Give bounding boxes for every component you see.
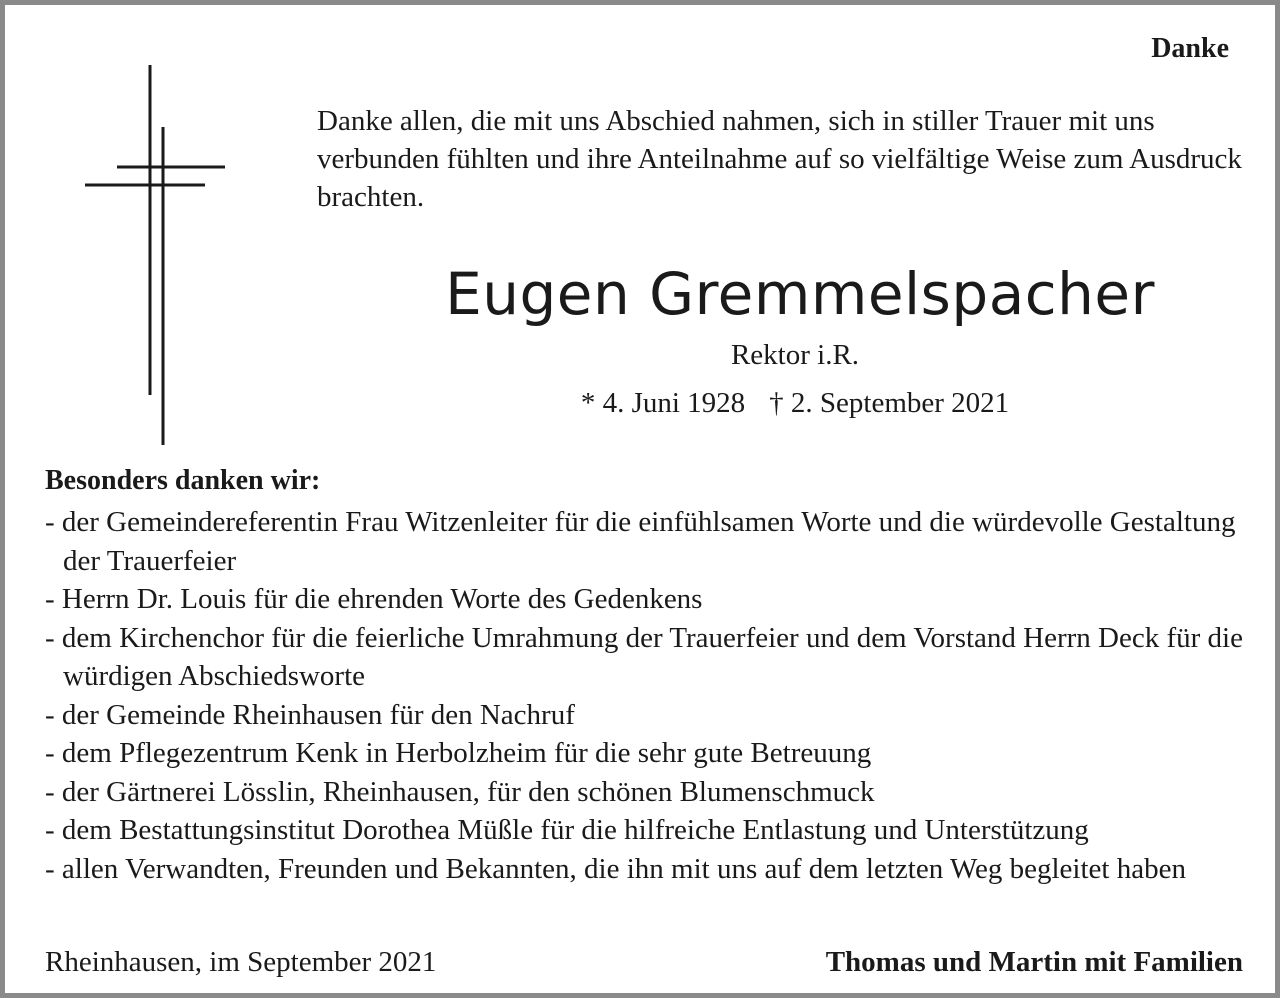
birth-date: * 4. Juni 1928 — [580, 387, 746, 419]
thanks-item: - der Gärtnerei Lösslin, Rheinhausen, für den schönen Blumenschmuck — [45, 775, 875, 808]
thanks-item: - dem Pflegezentrum Kenk in Herbolzheim für die sehr gute Betreuung — [45, 737, 872, 769]
intro-text: Danke allen, die mit uns Abschied nahmen, sich in stiller Trauer mit uns verbunden fühlten und ihre Anteilnahme auf so vielfältige Weise zum Ausdruck brachten. — [317, 105, 1242, 213]
thanks-item: - der Gemeinde Rheinhausen für den Nachruf — [45, 698, 575, 731]
life-dates — [525, 387, 1065, 420]
deceased-name: Eugen Gremmelspacher — [445, 260, 1155, 328]
thanks-item: - Herrn Dr. Louis für die ehrenden Worte des Gedenkens — [45, 583, 703, 615]
thanks-item: - dem Bestattungsinstitut Dorothea Müßle für die hilfreiche Entlastung und Unterstützung — [45, 814, 1089, 846]
thanks-item: - dem Kirchenchor für die feierliche Umrahmung der Trauerfeier und dem Vorstand Herrn Deck für die würdigen Abschiedsworte — [45, 621, 1243, 692]
thanks-list — [45, 503, 1275, 888]
cross-icon — [45, 45, 255, 455]
thanks-item: - allen Verwandten, Freunden und Bekannten, die ihn mit uns auf dem letzten Weg begleitet haben — [45, 852, 1186, 885]
deceased-title: Rektor i.R. — [730, 339, 860, 371]
death-date: † 2. September 2021 — [769, 387, 1010, 419]
thanks-item: - der Gemeindereferentin Frau Witzenleiter für die einfühlsamen Worte und die würdevolle Gestaltung der Trauerfeier — [45, 506, 1236, 577]
signature: Thomas und Martin mit Familien — [825, 946, 1243, 978]
thanks-heading: Besonders danken wir: — [45, 465, 321, 496]
place-date: Rheinhausen, im September 2021 — [45, 946, 437, 978]
header-label: Danke — [1151, 33, 1229, 64]
